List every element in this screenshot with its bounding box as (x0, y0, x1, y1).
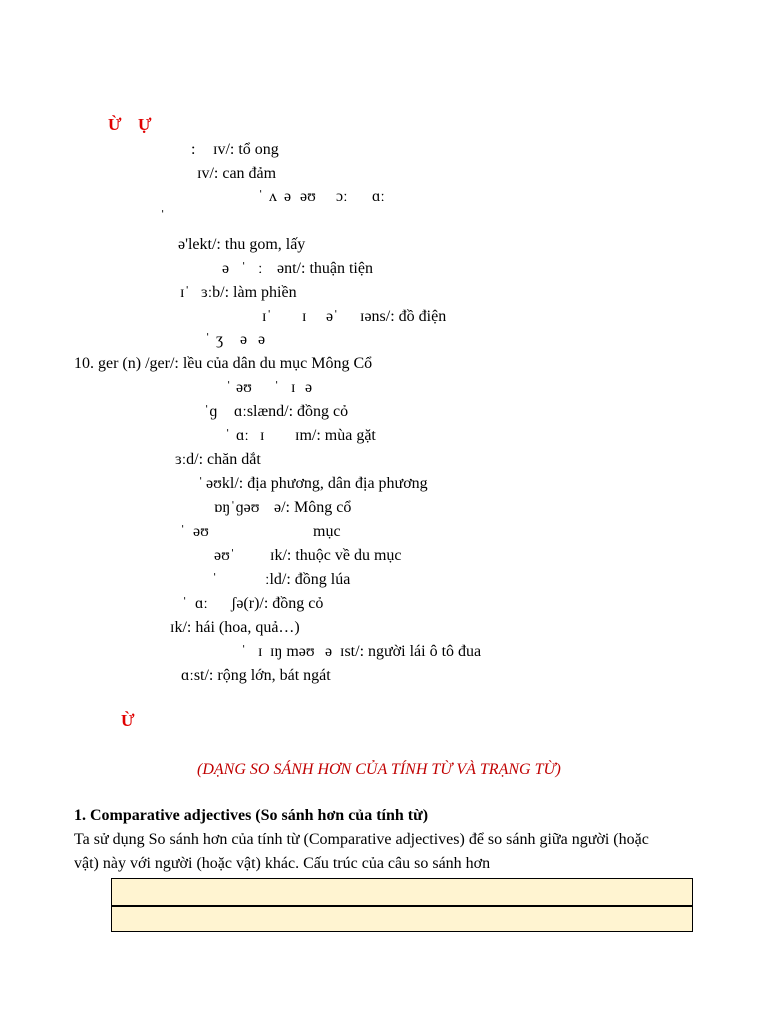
vocab-heading-char: Ự (138, 115, 152, 134)
vocab-segment: ɑː (236, 427, 249, 444)
vocab-segment: ɪ (260, 427, 265, 444)
vocab-segment: ʌ (269, 188, 277, 205)
vocab-segment: əʊ (236, 379, 252, 396)
vocab-segment: ɪəns/: đồ điện (360, 308, 447, 325)
vocab-segment: əʊˈ (214, 547, 236, 564)
vocab-segment: ə/: Mông cổ (274, 499, 352, 516)
vocab-segment: ɪ (302, 308, 307, 325)
vocab-segment: ɪ (291, 379, 296, 396)
vocab-segment: ɒŋˈɡəʊ (214, 499, 260, 516)
vocab-segment: ˈ (274, 379, 280, 396)
section-title: 1. Comparative adjectives (So sánh hơn của tính từ) (74, 807, 429, 824)
vocab-segment: ˈ (180, 523, 186, 540)
vocab-segment: ʃə(r)/: đồng cỏ (231, 595, 324, 612)
vocab-segment: ə (305, 379, 313, 396)
vocab-segment: ɪst/: người lái ô tô đua (340, 643, 482, 660)
vocab-segment: ə (258, 331, 266, 348)
vocab-segment: ə (240, 331, 248, 348)
vocab-segment: ə (284, 188, 292, 205)
vocab-segment: ɑː (195, 595, 208, 612)
vocab-segment: ɔː (336, 188, 348, 205)
vocab-segment: ɪk/: hái (hoa, quả…) (170, 619, 300, 636)
table-row (112, 905, 692, 931)
vocab-segment: ˈ (258, 188, 264, 205)
vocab-segment: ˈɡ (204, 403, 218, 420)
vocab-segment: ɜːd/: chăn dắt (175, 451, 261, 468)
grammar-subtitle: (DẠNG SO SÁNH HƠN CỦA TÍNH TỪ VÀ TRẠNG TỪ) (197, 761, 561, 778)
vocab-segment: : (191, 141, 196, 158)
vocab-segment: ˈ (182, 595, 188, 612)
table-row (112, 879, 692, 905)
vocab-segment: ɪŋ məʊ (270, 643, 315, 660)
vocab-segment: ə (222, 260, 230, 277)
vocab-segment: ɪ (258, 643, 263, 660)
vocab-segment: əʊ (300, 188, 316, 205)
vocab-segment: ə (325, 643, 333, 660)
vocab-segment: ˈ (160, 208, 166, 225)
vocab-segment: ɑː (372, 188, 385, 205)
vocab-segment: əʊ (193, 523, 209, 540)
vocab-segment: ʒ (216, 331, 224, 348)
section-body-line: vật) này với người (hoặc vật) khác. Cấu trúc của câu so sánh hơn (74, 855, 491, 872)
vocab-segment: mục (313, 523, 341, 540)
vocab-segment: ɪm/: mùa gặt (295, 427, 376, 444)
vocab-segment: ˈ (205, 331, 211, 348)
vocab-segment: ɜːb/: làm phiền (201, 284, 297, 301)
vocab-segment: ˈ (241, 260, 247, 277)
vocab-segment: ˈ (225, 427, 231, 444)
vocab-segment: əˈ (326, 308, 339, 325)
vocab-segment: ˈ (226, 379, 232, 396)
vocab-segment: ˈ (212, 571, 218, 588)
vocab-segment: ːld/: đồng lúa (265, 571, 351, 588)
structure-table (111, 878, 693, 932)
vocab-segment: ɪˈ (262, 308, 272, 325)
vocab-segment: 10. ger (n) /ger/: lều của dân du mục Mông Cổ (74, 355, 373, 372)
vocab-segment: ɑːslænd/: đồng cỏ (234, 403, 349, 420)
vocab-segment: ə'lekt/: thu gom, lấy (178, 236, 306, 253)
vocab-segment: ɪv/: can đảm (197, 165, 277, 182)
section-body-line: Ta sử dụng So sánh hơn của tính từ (Comparative adjectives) để so sánh giữa người (hoặc (74, 831, 649, 848)
vocab-segment: ˈ (241, 643, 247, 660)
vocab-segment: ɪv/: tổ ong (213, 141, 279, 158)
vocab-segment: ənt/: thuận tiện (277, 260, 373, 277)
grammar-heading: Ừ (121, 711, 135, 730)
vocab-segment: ɑːst/: rộng lớn, bát ngát (181, 667, 331, 684)
vocab-segment: ɪk/: thuộc về du mục (270, 547, 402, 564)
vocab-segment: ˈ (198, 475, 204, 492)
vocab-segment: əʊkl/: địa phương, dân địa phương (206, 475, 428, 492)
vocab-segment: ɪˈ (180, 284, 190, 301)
vocab-segment: ː (258, 260, 263, 277)
vocab-heading-char: Ừ (108, 115, 122, 134)
